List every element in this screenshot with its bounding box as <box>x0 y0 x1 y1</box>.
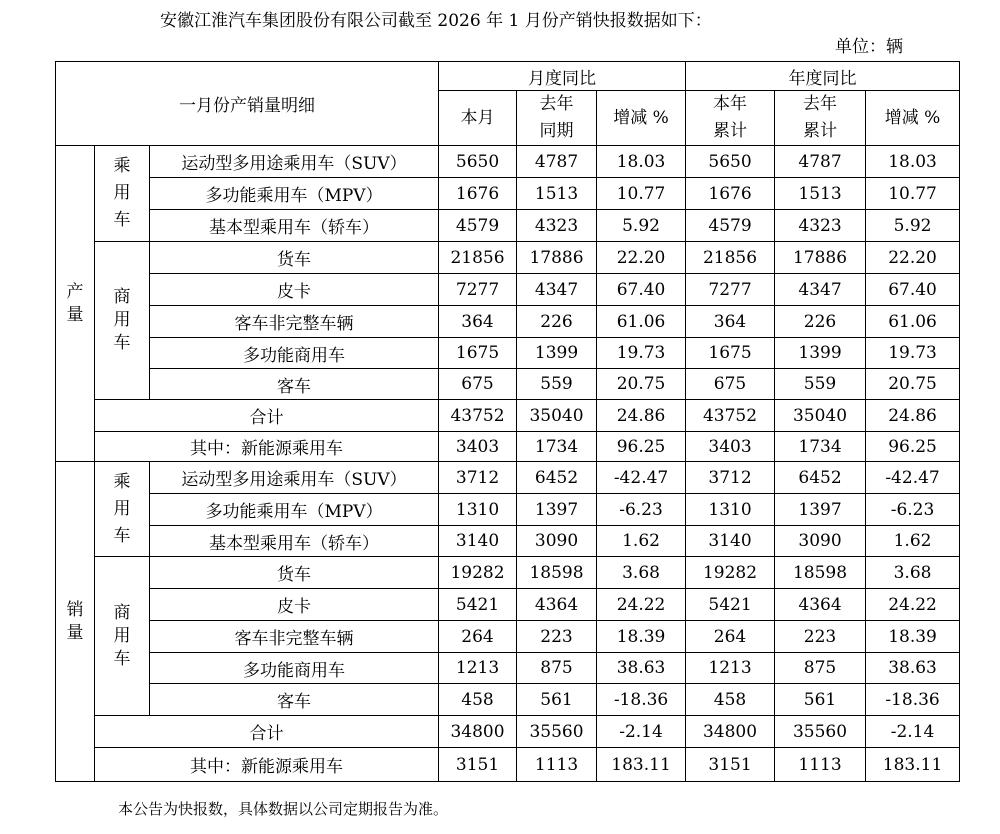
value-cell: 20.75 <box>866 369 960 400</box>
value-cell: 21856 <box>439 242 517 274</box>
value-cell: 1399 <box>775 338 866 369</box>
value-cell: 3090 <box>517 526 597 557</box>
row-label: 基本型乘用车（轿车） <box>150 526 439 557</box>
value-cell: -42.47 <box>866 462 960 494</box>
value-cell: -18.36 <box>597 684 686 716</box>
value-cell: 35560 <box>775 716 866 748</box>
value-cell: 4347 <box>517 274 597 306</box>
value-cell: 4579 <box>439 210 517 242</box>
value-cell: 19282 <box>439 557 517 589</box>
value-cell: 1.62 <box>597 526 686 557</box>
table-row <box>56 178 960 210</box>
table-row <box>56 589 960 621</box>
col-header: 去年累计 <box>775 91 866 146</box>
value-cell: 43752 <box>439 400 517 432</box>
value-cell: 20.75 <box>597 369 686 400</box>
value-cell: -6.23 <box>597 494 686 526</box>
value-cell: 35560 <box>517 716 597 748</box>
value-cell: 458 <box>439 684 517 716</box>
value-cell: 22.20 <box>866 242 960 274</box>
value-cell: 17886 <box>517 242 597 274</box>
value-cell: 1399 <box>517 338 597 369</box>
value-cell: 5421 <box>439 589 517 621</box>
value-cell: 3140 <box>439 526 517 557</box>
value-cell: 4787 <box>517 146 597 178</box>
nev-row <box>56 748 960 782</box>
commercial-group-label: 商用车 <box>95 242 150 400</box>
value-cell: 1397 <box>517 494 597 526</box>
value-cell: 1513 <box>775 178 866 210</box>
row-label: 货车 <box>150 557 439 589</box>
value-cell: 24.86 <box>597 400 686 432</box>
value-cell: 3140 <box>686 526 775 557</box>
col-header: 本年累计 <box>686 91 775 146</box>
row-label: 货车 <box>150 242 439 274</box>
row-label: 合计 <box>95 400 439 432</box>
value-cell: 38.63 <box>866 653 960 684</box>
value-cell: -42.47 <box>597 462 686 494</box>
yearly-group-header: 年度同比 <box>686 62 960 91</box>
table-row <box>56 526 960 557</box>
value-cell: 96.25 <box>597 432 686 462</box>
value-cell: 3.68 <box>866 557 960 589</box>
value-cell: 38.63 <box>597 653 686 684</box>
value-cell: 18.03 <box>866 146 960 178</box>
value-cell: 264 <box>686 621 775 653</box>
value-cell: 5650 <box>686 146 775 178</box>
row-label: 多功能商用车 <box>150 653 439 684</box>
value-cell: 3403 <box>439 432 517 462</box>
value-cell: 35040 <box>775 400 866 432</box>
value-cell: -2.14 <box>866 716 960 748</box>
value-cell: 3.68 <box>597 557 686 589</box>
value-cell: 875 <box>517 653 597 684</box>
value-cell: 223 <box>517 621 597 653</box>
value-cell: 561 <box>775 684 866 716</box>
value-cell: 19282 <box>686 557 775 589</box>
value-cell: 364 <box>439 306 517 338</box>
table-row <box>56 210 960 242</box>
value-cell: 19.73 <box>866 338 960 369</box>
row-label: 皮卡 <box>150 589 439 621</box>
nev-row <box>56 432 960 462</box>
value-cell: 1676 <box>686 178 775 210</box>
value-cell: 4579 <box>686 210 775 242</box>
value-cell: 24.86 <box>866 400 960 432</box>
commercial-group-label: 商用车 <box>95 557 150 716</box>
value-cell: 458 <box>686 684 775 716</box>
col-header: 本月 <box>439 91 517 146</box>
value-cell: 3712 <box>439 462 517 494</box>
production-section-label: 产量 <box>56 146 95 462</box>
table-row <box>56 146 960 178</box>
value-cell: -2.14 <box>597 716 686 748</box>
unit-label: 单位：辆 <box>835 37 903 57</box>
value-cell: 183.11 <box>866 748 960 782</box>
value-cell: 22.20 <box>597 242 686 274</box>
col-header: 增减 % <box>597 91 686 146</box>
value-cell: 3151 <box>686 748 775 782</box>
value-cell: 18.03 <box>597 146 686 178</box>
value-cell: 1675 <box>439 338 517 369</box>
value-cell: 6452 <box>775 462 866 494</box>
value-cell: 1213 <box>439 653 517 684</box>
value-cell: 183.11 <box>597 748 686 782</box>
total-row <box>56 716 960 748</box>
report-heading: 安徽江淮汽车集团股份有限公司截至 2026 年 1 月份产销快报数据如下： <box>160 11 712 31</box>
value-cell: 96.25 <box>866 432 960 462</box>
col-header: 去年同期 <box>517 91 597 146</box>
value-cell: 24.22 <box>866 589 960 621</box>
value-cell: 61.06 <box>597 306 686 338</box>
value-cell: 67.40 <box>597 274 686 306</box>
value-cell: 5650 <box>439 146 517 178</box>
sales-section-label: 销量 <box>56 462 95 782</box>
value-cell: 1397 <box>775 494 866 526</box>
value-cell: 1.62 <box>866 526 960 557</box>
value-cell: 1676 <box>439 178 517 210</box>
table-row <box>56 494 960 526</box>
value-cell: 559 <box>517 369 597 400</box>
value-cell: 6452 <box>517 462 597 494</box>
table-row <box>56 274 960 306</box>
value-cell: 1513 <box>517 178 597 210</box>
total-row <box>56 400 960 432</box>
table-row <box>56 621 960 653</box>
value-cell: 675 <box>686 369 775 400</box>
value-cell: 4364 <box>775 589 866 621</box>
row-label: 多功能乘用车（MPV） <box>150 494 439 526</box>
value-cell: 4323 <box>517 210 597 242</box>
value-cell: 1675 <box>686 338 775 369</box>
value-cell: 3151 <box>439 748 517 782</box>
value-cell: 4364 <box>517 589 597 621</box>
value-cell: 61.06 <box>866 306 960 338</box>
value-cell: -18.36 <box>866 684 960 716</box>
table-row <box>56 653 960 684</box>
value-cell: 4787 <box>775 146 866 178</box>
footer-note: 本公告为快报数，具体数据以公司定期报告为准。 <box>118 800 449 818</box>
value-cell: 1213 <box>686 653 775 684</box>
value-cell: 18.39 <box>597 621 686 653</box>
value-cell: 875 <box>775 653 866 684</box>
value-cell: 10.77 <box>597 178 686 210</box>
value-cell: 1113 <box>775 748 866 782</box>
value-cell: 1310 <box>686 494 775 526</box>
value-cell: 7277 <box>439 274 517 306</box>
value-cell: 223 <box>775 621 866 653</box>
value-cell: 17886 <box>775 242 866 274</box>
row-label: 基本型乘用车（轿车） <box>150 210 439 242</box>
value-cell: 364 <box>686 306 775 338</box>
value-cell: 7277 <box>686 274 775 306</box>
detail-header: 一月份产销量明细 <box>56 62 439 146</box>
value-cell: 226 <box>775 306 866 338</box>
passenger-group-label: 乘用车 <box>95 146 150 242</box>
value-cell: 19.73 <box>597 338 686 369</box>
value-cell: 4347 <box>775 274 866 306</box>
value-cell: 675 <box>439 369 517 400</box>
value-cell: 3403 <box>686 432 775 462</box>
value-cell: 34800 <box>439 716 517 748</box>
value-cell: 18.39 <box>866 621 960 653</box>
value-cell: 226 <box>517 306 597 338</box>
col-header: 增减 % <box>866 91 960 146</box>
value-cell: 67.40 <box>866 274 960 306</box>
value-cell: 5421 <box>686 589 775 621</box>
value-cell: 5.92 <box>866 210 960 242</box>
value-cell: 35040 <box>517 400 597 432</box>
row-label: 客车 <box>150 369 439 400</box>
value-cell: 18598 <box>517 557 597 589</box>
table-row <box>56 306 960 338</box>
monthly-group-header: 月度同比 <box>439 62 686 91</box>
table-row <box>56 242 960 274</box>
value-cell: 24.22 <box>597 589 686 621</box>
value-cell: 4323 <box>775 210 866 242</box>
row-label: 合计 <box>95 716 439 748</box>
row-label: 客车 <box>150 684 439 716</box>
row-label: 皮卡 <box>150 274 439 306</box>
value-cell: 5.92 <box>597 210 686 242</box>
value-cell: 1113 <box>517 748 597 782</box>
row-label: 运动型多用途乘用车（SUV） <box>150 146 439 178</box>
table-row <box>56 338 960 369</box>
value-cell: -6.23 <box>866 494 960 526</box>
value-cell: 43752 <box>686 400 775 432</box>
row-label: 其中：新能源乘用车 <box>95 432 439 462</box>
value-cell: 1734 <box>517 432 597 462</box>
value-cell: 34800 <box>686 716 775 748</box>
value-cell: 559 <box>775 369 866 400</box>
value-cell: 1310 <box>439 494 517 526</box>
table-row <box>56 684 960 716</box>
row-label: 多功能乘用车（MPV） <box>150 178 439 210</box>
row-label: 客车非完整车辆 <box>150 621 439 653</box>
value-cell: 1734 <box>775 432 866 462</box>
row-label: 运动型多用途乘用车（SUV） <box>150 462 439 494</box>
row-label: 客车非完整车辆 <box>150 306 439 338</box>
table-row <box>56 557 960 589</box>
value-cell: 3712 <box>686 462 775 494</box>
value-cell: 10.77 <box>866 178 960 210</box>
table-row <box>56 462 960 494</box>
row-label: 多功能商用车 <box>150 338 439 369</box>
value-cell: 561 <box>517 684 597 716</box>
row-label: 其中：新能源乘用车 <box>95 748 439 782</box>
value-cell: 264 <box>439 621 517 653</box>
production-sales-table <box>55 61 960 782</box>
passenger-group-label: 乘用车 <box>95 462 150 557</box>
value-cell: 3090 <box>775 526 866 557</box>
table-row <box>56 369 960 400</box>
value-cell: 18598 <box>775 557 866 589</box>
value-cell: 21856 <box>686 242 775 274</box>
